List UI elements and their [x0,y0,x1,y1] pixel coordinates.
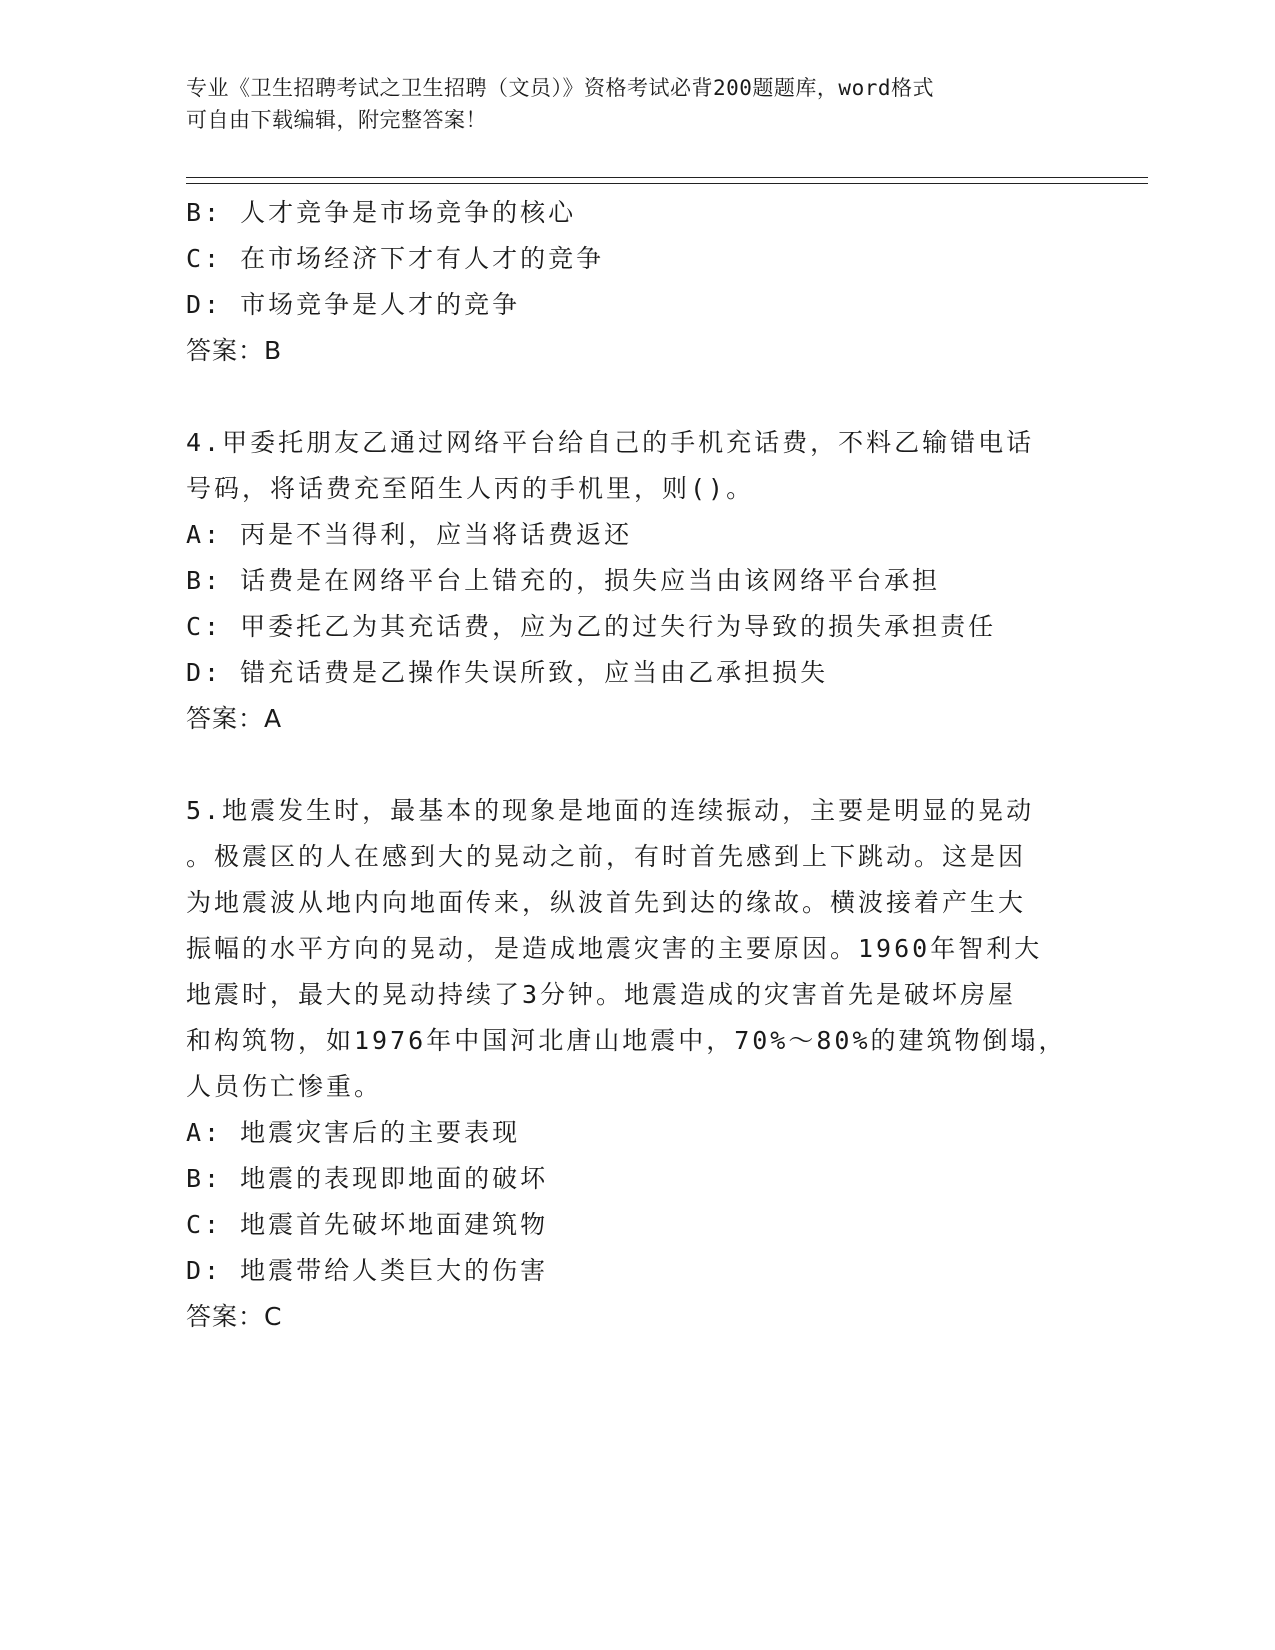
question-5 [186,788,1066,1340]
question-content [186,190,1066,1340]
option-a: A: 丙是不当得利，应当将话费返还 [186,520,633,549]
question-stem-line: 地震时，最大的晃动持续了3分钟。地震造成的灾害首先是破坏房屋 [186,980,1017,1009]
option-b: B: 话费是在网络平台上错充的，损失应当由该网络平台承担 [186,566,941,595]
question-stem-line: 号码，将话费充至陌生人丙的手机里，则()。 [186,474,755,503]
question-4 [186,420,1066,742]
question-stem-line: 4.甲委托朋友乙通过网络平台给自己的手机充话费，不料乙输错电话 [186,428,1035,457]
option-b: B: 地震的表现即地面的破坏 [186,1164,549,1193]
option-c: C: 地震首先破坏地面建筑物 [186,1210,549,1239]
option-a: A: 地震灾害后的主要表现 [186,1118,521,1147]
header-line-2: 可自由下载编辑，附完整答案！ [186,108,487,132]
header-rule-bottom [186,183,1148,184]
document-header [186,72,1066,136]
question-stem-line: 人员伤亡惨重。 [186,1072,383,1101]
question-3 [186,190,1066,374]
answer: 答案：C [186,1302,283,1331]
option-d: D: 市场竞争是人才的竞争 [186,290,521,319]
question-stem-line: 和构筑物，如1976年中国河北唐山地震中，70%～80%的建筑物倒塌， [186,1026,1067,1055]
option-d: D: 地震带给人类巨大的伤害 [186,1256,549,1285]
option-c: C: 甲委托乙为其充话费，应为乙的过失行为导致的损失承担责任 [186,612,997,641]
question-stem-line: 。极震区的人在感到大的晃动之前，有时首先感到上下跳动。这是因 [186,842,1027,871]
header-rule-top [186,177,1148,178]
header-line-1: 专业《卫生招聘考试之卫生招聘（文员）》资格考试必背200题题库，word格式 [186,76,934,100]
question-stem-line: 为地震波从地内向地面传来，纵波首先到达的缘故。横波接着产生大 [186,888,1027,917]
option-d: D: 错充话费是乙操作失误所致，应当由乙承担损失 [186,658,829,687]
question-stem-line: 振幅的水平方向的晃动，是造成地震灾害的主要原因。1960年智利大 [186,934,1043,963]
option-b: B: 人才竞争是市场竞争的核心 [186,198,577,227]
question-stem-line: 5.地震发生时，最基本的现象是地面的连续振动，主要是明显的晃动 [186,796,1035,825]
answer: 答案：B [186,336,283,365]
option-c: C: 在市场经济下才有人才的竞争 [186,244,605,273]
answer: 答案：A [186,704,283,733]
